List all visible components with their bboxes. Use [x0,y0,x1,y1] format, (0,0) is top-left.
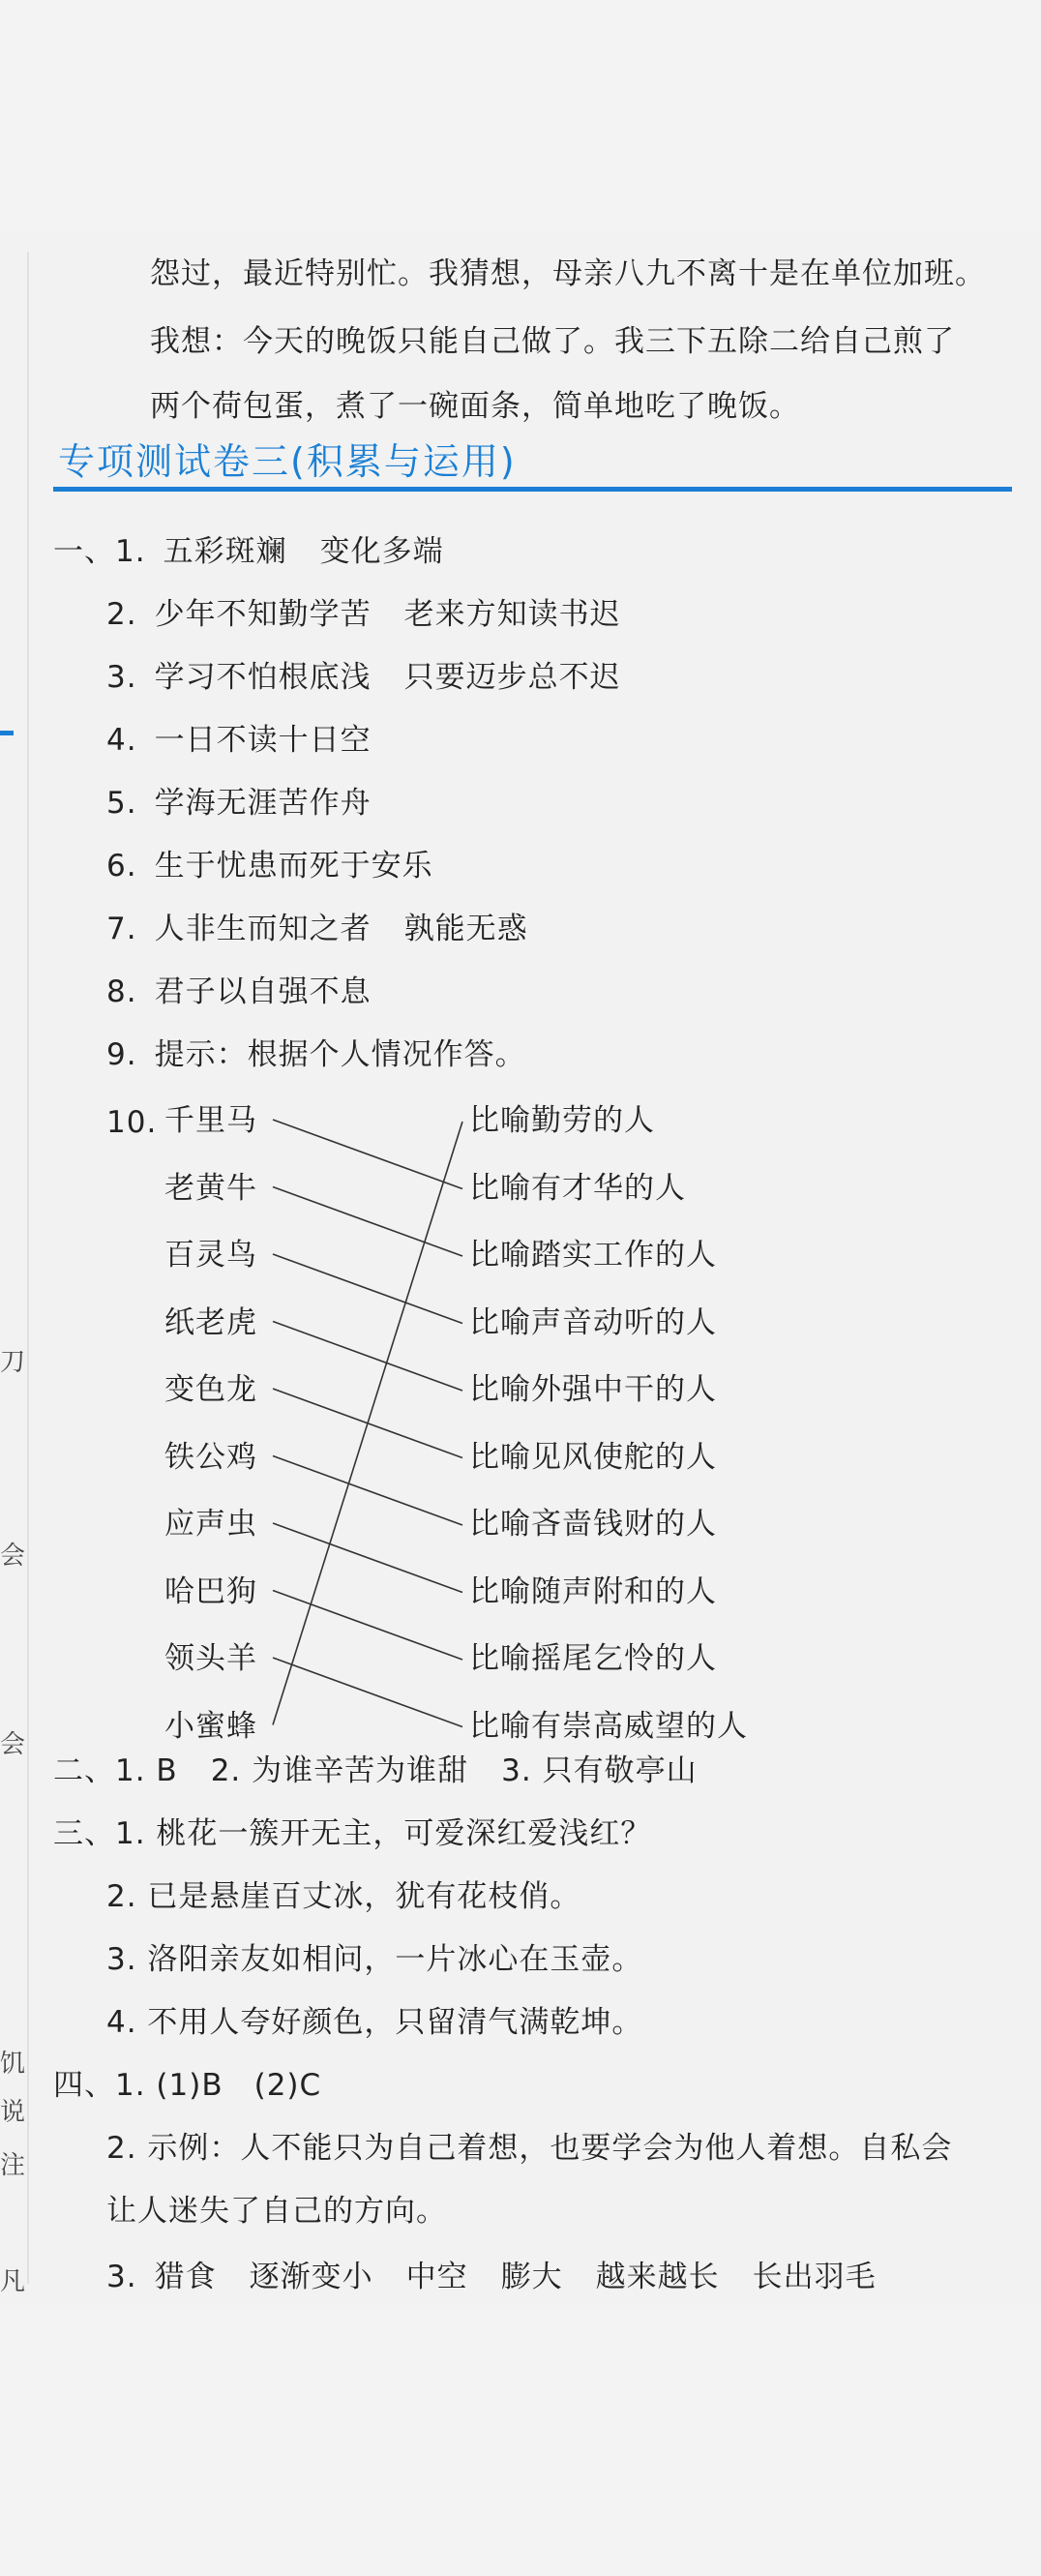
match-right-item: 比喻见风使舵的人 [469,1439,717,1475]
part4-item-3 [106,2262,877,2292]
section-title: 专项测试卷三(积累与运用) [58,440,517,483]
answer-b: 只要迈步总不迟 [403,660,621,695]
answer-a: 君子以自强不息 [154,974,372,1009]
part-label: 二、 [53,1753,115,1788]
margin-glyph: 说 [0,2098,26,2127]
part4-item: 1. (1)B (2)C [115,2068,322,2103]
page-bottom-margin [0,2303,1041,2576]
match-connector [273,1523,462,1593]
word: 膨大 [500,2260,563,2294]
word: 越来越长 [595,2260,720,2294]
margin-glyph: 会 [0,1730,26,1759]
answer-a: 一日不读十日空 [154,723,372,758]
matching-number: 10. [106,1105,158,1140]
margin-glyph: 刀 [0,1348,26,1377]
match-left-item: 百灵鸟 [164,1238,257,1273]
part3-item-3: 3. 洛阳亲友如相问，一片冰心在玉壶。 [106,1942,643,1977]
match-right-item: 比喻勤劳的人 [469,1103,655,1138]
match-connector [273,1254,462,1324]
answer-a: 生于忧患而死于安乐 [154,849,433,884]
item-number: 8. [106,974,137,1009]
part-label: 三、 [53,1816,115,1851]
answer-b: 孰能无惑 [403,912,528,946]
part4-item-2-line2: 让人迷失了自己的方向。 [106,2194,447,2229]
intro-line: 怨过，最近特别忙。我猜想，母亲八九不离十是在单位加班。 [150,256,986,291]
match-connector [273,1456,462,1526]
answer-b: 老来方知读书迟 [403,597,621,632]
match-left-item: 领头羊 [164,1641,257,1676]
match-left-item: 应声虫 [164,1507,257,1542]
match-right-item: 比喻有崇高威望的人 [469,1708,748,1744]
match-left-item: 千里马 [164,1103,257,1138]
word: 长出羽毛 [752,2260,877,2294]
match-left-item: 小蜜蜂 [164,1708,257,1744]
intro-line: 我想：今天的晚饭只能自己做了。我三下五除二给自己煎了 [150,324,955,359]
match-left-item: 纸老虎 [164,1304,257,1340]
part4-item-1 [53,2068,322,2103]
match-connector [273,1591,462,1661]
part3-item-4: 4. 不用人夸好颜色，只留清气满乾坤。 [106,2005,643,2040]
match-left-item: 哈巴狗 [164,1573,257,1609]
part4-item-2-line1: 2. 示例：人不能只为自己着想，也要学会为他人着想。自私会 [106,2131,953,2166]
item-number: 4. [106,723,137,758]
answer-a: 五彩斑斓 [163,534,287,569]
part3-item-1 [53,1816,652,1851]
answer-a: 少年不知勤学苦 [154,597,372,632]
answer-b: 变化多端 [319,534,444,569]
match-connector [273,1658,462,1727]
match-right-item: 比喻有才华的人 [469,1170,686,1206]
part-label: 四、 [53,2068,115,2103]
word: 逐渐变小 [249,2260,373,2294]
intro-line: 两个荷包蛋，煮了一碗面条，简单地吃了晚饭。 [150,389,800,424]
part3-item: 1. 桃花一簇开无主，可爱深红爱浅红？ [115,1816,652,1851]
match-left-item: 老黄牛 [164,1170,257,1206]
item-number: 7. [106,912,137,946]
item-number: 2. [106,597,137,632]
match-right-item: 比喻外强中干的人 [469,1372,717,1407]
part3-item-2: 2. 已是悬崖百丈冰，犹有花枝俏。 [106,1879,581,1914]
answer-a: 提示：根据个人情况作答。 [154,1037,526,1072]
item-number: 5. [106,786,137,821]
part2-line [53,1753,698,1788]
match-right-item: 比喻摇尾乞怜的人 [469,1641,717,1676]
match-connector [273,1122,462,1725]
item-number: 9. [106,1037,137,1072]
answer-a: 学习不怕根底浅 [154,660,372,695]
margin-glyph: 饥 [0,2050,26,2079]
match-connector [273,1187,462,1257]
word: 猎食 [154,2260,217,2294]
part2-item: 1. B [115,1753,178,1788]
match-left-item: 变色龙 [164,1372,257,1407]
margin-glyph: 会 [0,1542,26,1571]
answer-a: 人非生而知之者 [154,912,372,946]
part2-item: 2. 为谁辛苦为谁甜 [210,1753,469,1788]
margin-glyph: 凡 [0,2267,26,2296]
match-left-item: 铁公鸡 [164,1439,257,1475]
word: 中空 [405,2260,468,2294]
match-right-item: 比喻踏实工作的人 [469,1238,717,1273]
item-number: 3. [106,2260,137,2294]
part2-item: 3. 只有敬亭山 [501,1753,698,1788]
match-right-item: 比喻吝啬钱财的人 [469,1507,717,1542]
item-number: 1. [115,534,146,569]
match-connector [273,1120,462,1189]
match-connector [273,1322,462,1392]
match-right-item: 比喻声音动听的人 [469,1304,717,1340]
item-number: 6. [106,849,137,884]
match-right-item: 比喻随声附和的人 [469,1573,717,1609]
answer-a: 学海无涯苦作舟 [154,786,372,821]
item-number: 3. [106,660,137,695]
part-label: 一、 [53,534,115,569]
margin-glyph: 注 [0,2151,26,2180]
